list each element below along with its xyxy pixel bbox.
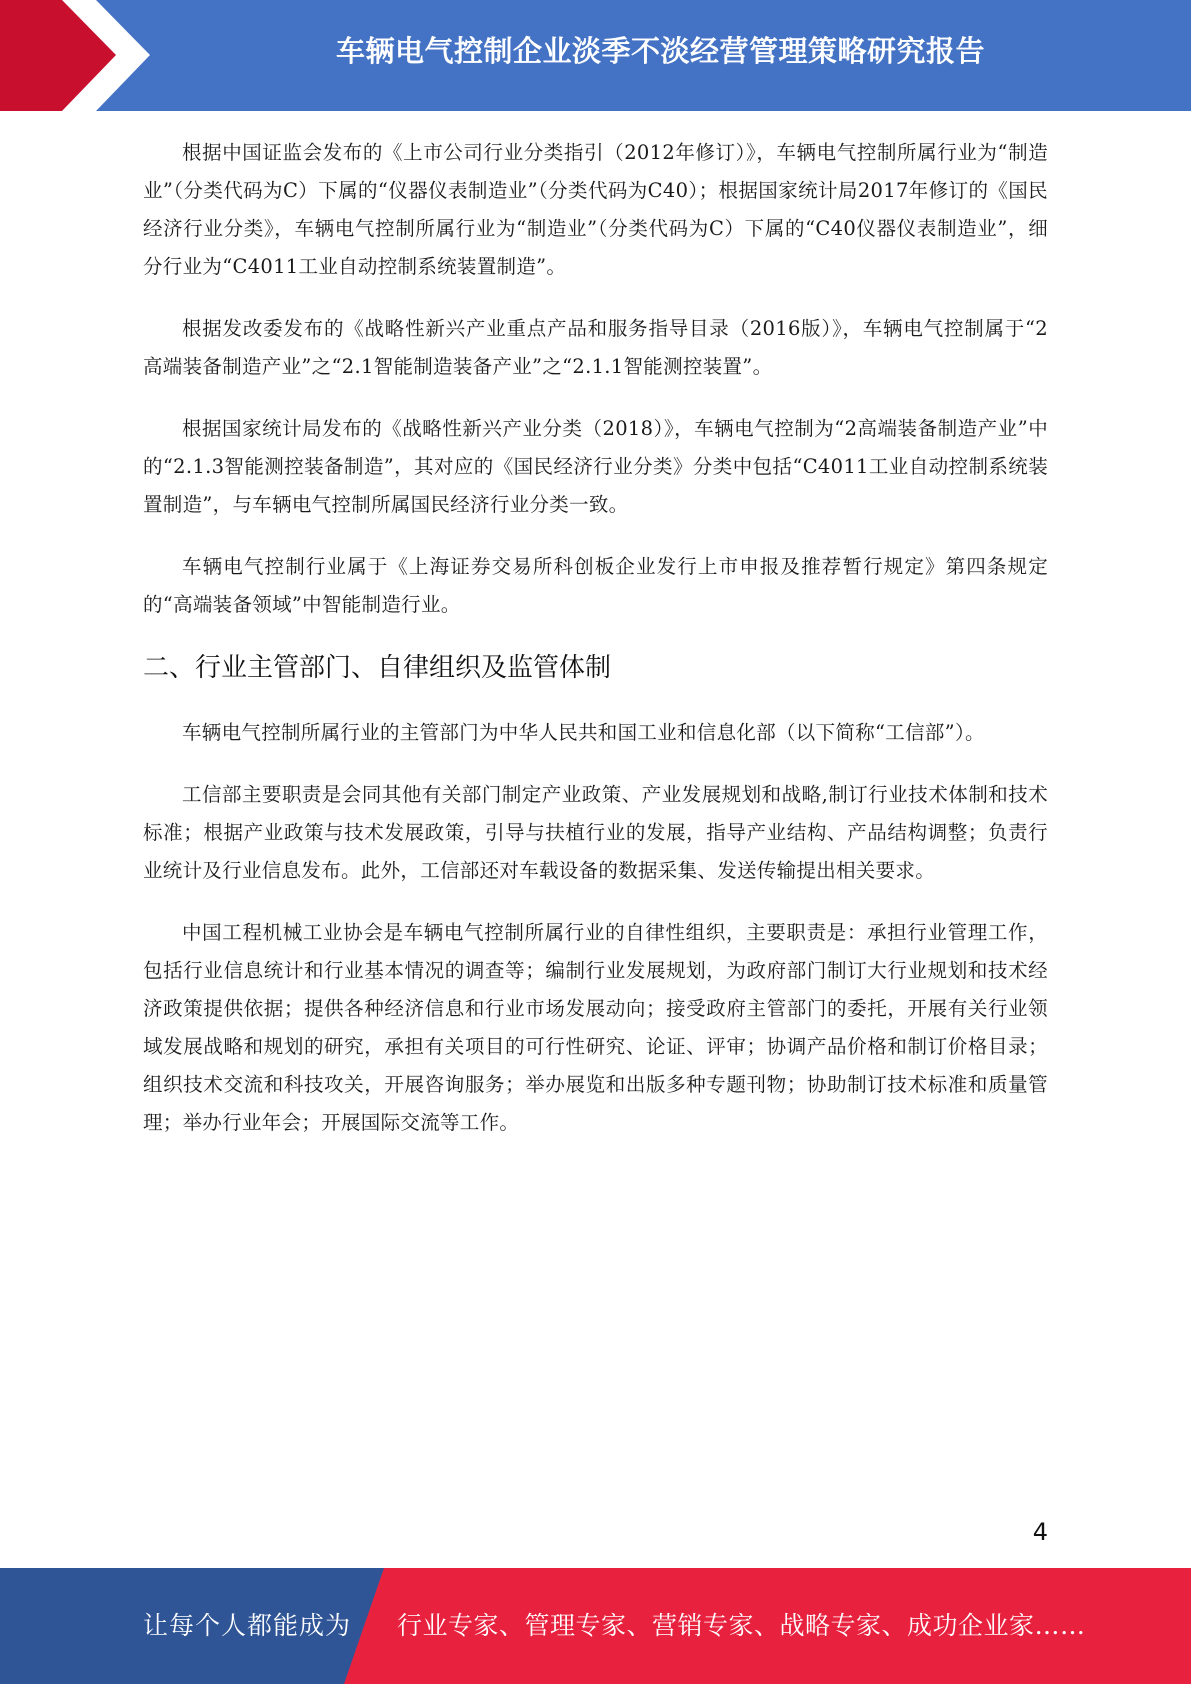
page-number: 4 (1032, 1518, 1048, 1546)
paragraph-authority: 车辆电气控制所属行业的主管部门为中华人民共和国工业和信息化部（以下简称“工信部”）。 (182, 721, 985, 744)
section-heading-regulation: 二、行业主管部门、自律组织及监管体制 (143, 653, 612, 683)
footer-slogan-left: 让每个人都能成为 (143, 1611, 352, 1640)
chevron-arrow-icon (0, 0, 160, 111)
paragraph-association-duties: 中国工程机械工业协会是车辆电气控制所属行业的自律性组织，主要职责是：承担行业管理工作，包括行业信息统计和行业基本情况的调查等；编制行业发展规划，为政府部门制订大行业规划和技术经济政策提供依据；提供各种经济信息和行业市场发展动向；接受政府主管部门的委托，开展有关行业领域发展战略和规划的研究，承担有关项目的可行性研究、论证、评审；协调产品价格和制订价格目录；组织技术交流和科技攻关，开展咨询服务；举办展览和出版多种专题刊物；协助制订技术标准和质量管理；举办行业年会；开展国际交流等工作。 (143, 921, 1048, 1134)
footer-slogan-right: 行业专家、管理专家、营销专家、战略专家、成功企业家…… (397, 1611, 1086, 1640)
paragraph-strategic-classification: 根据国家统计局发布的《战略性新兴产业分类（2018）》，车辆电气控制为“2高端装备制造产业”中的“2.1.3智能测控装备制造”，其对应的《国民经济行业分类》分类中包括“C4011工业自动控制系统装置制造”，与车辆电气控制所属国民经济行业分类一致。 (143, 417, 1048, 516)
footer-banner (0, 1568, 1191, 1684)
paragraph-miit-duties: 工信部主要职责是会同其他有关部门制定产业政策、产业发展规划和战略,制订行业技术体制和技术标准；根据产业政策与技术发展政策，引导与扶植行业的发展，指导产业结构、产品结构调整；负责行业统计及行业信息发布。此外，工信部还对车载设备的数据采集、发送传输提出相关要求。 (143, 783, 1048, 882)
main-content (143, 134, 1048, 1166)
paragraph-industry-classification: 根据中国证监会发布的《上市公司行业分类指引（2012年修订）》，车辆电气控制所属行业为“制造业”（分类代码为C）下属的“仪器仪表制造业”（分类代码为C40）；根据国家统计局2017年修订的《国民经济行业分类》，车辆电气控制所属行业为“制造业”（分类代码为C）下属的“C40仪器仪表制造业”，细分行业为“C4011工业自动控制系统装置制造”。 (143, 141, 1048, 278)
header-banner (0, 0, 1191, 111)
paragraph-star-market: 车辆电气控制行业属于《上海证券交易所科创板企业发行上市申报及推荐暂行规定》第四条规定的“高端装备领域”中智能制造行业。 (143, 555, 1048, 616)
document-title: 车辆电气控制企业淡季不淡经营管理策略研究报告 (335, 34, 985, 68)
paragraph-strategic-catalog: 根据发改委发布的《战略性新兴产业重点产品和服务指导目录（2016版）》，车辆电气控制属于“2高端装备制造产业”之“2.1智能制造装备产业”之“2.1.1智能测控装置”。 (143, 317, 1048, 378)
